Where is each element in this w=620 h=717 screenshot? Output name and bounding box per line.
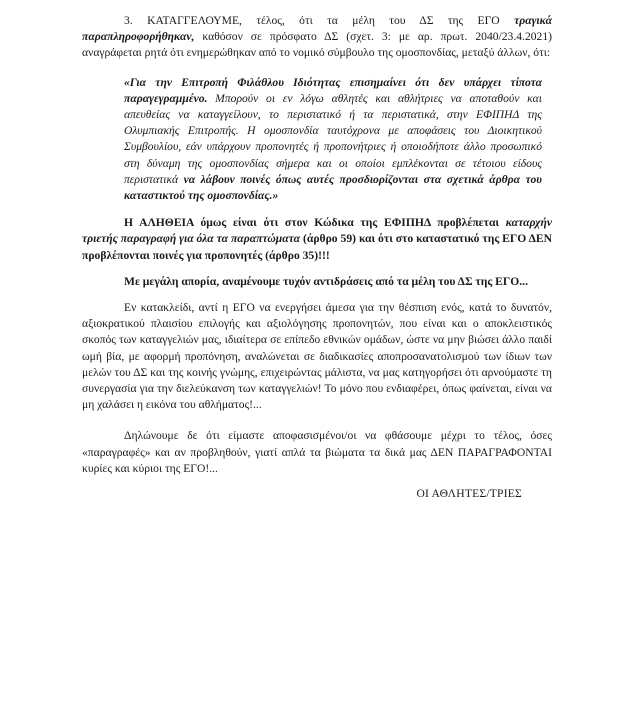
paragraph-wonder: Με μεγάλη απορία, αναμένουμε τυχόν αντιδράσεις από τα μέλη του ΔΣ της ΕΓΟ... (124, 274, 528, 288)
truth-part-a: Η ΑΛΗΘΕΙΑ όμως είναι ότι στον Κώδικα της ΕΦΙΠΗΔ προβλέπεται (124, 216, 506, 230)
truth-part-b: καταρχήν τριετής παραγραφή για όλα τα παραπτώματα (82, 216, 552, 246)
paragraph-truth (82, 215, 552, 264)
document-page (82, 13, 552, 502)
truth-part-c: (άρθρο 59) και ότι στο καταστατικό της ΕΓΟ ΔΕΝ προβλέπονται ποινές για προπονητές (άρθρο 35)!!! (82, 232, 552, 262)
paragraph-conclusion: Εν κατακλείδι, αντί η ΕΓΟ να ενεργήσει άμεσα για την θέσπιση ενός, κατά το δυνατόν, αξιοκρατικού πλαισίου επιλογής και αξιολόγησης προπονητών, που είναι και ο αποκλειστικός σκοπός των καταγγελιών μας, ιδιαίτερα σε επίπεδο εθνικών ομάδων, ώστε να μην βιώσει άλλο παιδί ωμή βία, με αφορμή προπόνηση, αναλώνεται σε διαδικασίες αποπροσανατολισμού των ίδιων των μελών του ΔΣ και της κοινής γνώμης, επιχειρώντας μάλιστα, να μας κατηγορήσει ότι αρνούμαστε τη συνεργασία για την διελεύκανση των καταγγελιών! Το μόνο που ενδιαφέρει, όπως φαίνεται, είναι να μη χαλάσει η εικόνα του αθλήματος!... (82, 301, 552, 412)
legal-advisor-quote (124, 75, 542, 205)
signature: ΟΙ ΑΘΛΗΤΕΣ/ΤΡΙΕΣ (416, 487, 522, 501)
paragraph-denounce-lead: 3. ΚΑΤΑΓΓΕΛΟΥΜΕ, τέλος, ότι τα μέλη του ΔΣ της ΕΓΟ (124, 14, 515, 27)
paragraph-denounce-emphasis: τραγικά παραπληροφορήθηκαν, (82, 14, 552, 44)
paragraph-declaration: Δηλώνουμε δε ότι είμαστε αποφασισμένοι/οι να φθάσουμε μέχρι το τέλος, όσες «παραγραφές» και αν προβληθούν, γιατί απλά τα βιώματα τα δικά μας ΔΕΝ ΠΑΡΑΓΡΑΦΟΝΤΑΙ κυρίες και κύριοι της ΕΓΟ!... (82, 429, 552, 475)
quote-body: Μπορούν οι εν λόγω αθλητές και αθλήτριες να αποταθούν και απευθείας να καταγγείλουν, το περιστατικό ή τα περιστατικά, στην ΕΦΙΠΗΔ της Ολυμπιακής Επιτροπής. Η ομοσπονδία ταυτόχρονα με αποφάσεις του Διοικητικού Συμβουλίου, εάν υπάρχουν προπονητές ή προπονήτριες ή οποιοδήποτε άλλο προσωπικό στη δύναμη της ομοσπονδίας σήμερα και οι οποίοι εμπλέκονται σε τέτοιου είδους περιστατικά (124, 91, 542, 186)
paragraph-denounce-rest: καθόσον σε πρόσφατο ΔΣ (σχετ. 3: με αρ. πρωτ. 2040/23.4.2021) αναγράφεται ρητά ότι ενημερώθηκαν από το νομικό σύμβουλο της ομοσπονδίας, μεταξύ άλλων, ότι: (82, 30, 552, 60)
quote-opening: «Για την Επιτροπή Φιλάθλου Ιδιότητας επισημαίνει ότι δεν υπάρχει τίποτα παραγεγραμμένο. (124, 75, 542, 105)
quote-emphasis: να λάβουν ποινές όπως αυτές προσδιορίζονται στα σχετικά άρθρα του καταστικτού της ομοσπονδίας.» (124, 172, 542, 203)
paragraph-denounce (82, 13, 552, 62)
